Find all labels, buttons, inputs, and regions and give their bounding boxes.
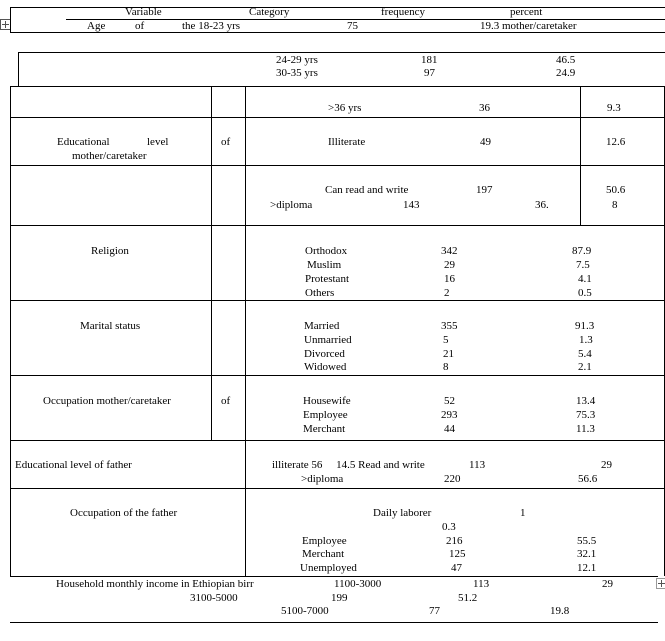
occupation-father-merchant-percent: 32.1 [577,548,597,560]
marital-widowed-frequency: 8 [443,361,449,373]
education-father-line1: illiterate 56 14.5 Read and write [272,459,425,471]
religion-orthodox-percent: 87.9 [572,245,592,257]
age-36-frequency: 36 [479,102,490,114]
education-mother-label-b: level [147,136,169,148]
education-mother-illiterate-percent: 12.6 [606,136,626,148]
occupation-mother-employee: Employee [303,409,348,421]
education-mother-diploma: >diploma [270,199,313,211]
education-father-label: Educational level of father [15,459,132,471]
religion-muslim: Muslim [307,259,342,271]
age-30-35-frequency: 97 [424,67,435,79]
age-18-23-percent: 19.3 mother/caretaker [480,20,577,32]
marital-widowed: Widowed [304,361,347,373]
occupation-father-merchant: Merchant [302,548,345,560]
education-father-read-write-frequency: 113 [469,459,486,471]
income-label: Household monthly income in Ethiopian birr [56,578,254,590]
header-variable: Variable [125,6,162,18]
occupation-father-employee-frequency: 216 [446,535,463,547]
occupation-father-unemployed-frequency: 47 [451,562,462,574]
occupation-father-daily-percent: 0.3 [442,521,456,533]
occupation-father-label: Occupation of the father [70,507,178,519]
education-mother-read-write: Can read and write [325,184,409,196]
occupation-father-merchant-frequency: 125 [449,548,466,560]
header-frequency: frequency [381,6,425,18]
occupation-mother-merchant-percent: 11.3 [576,423,595,435]
religion-others: Others [305,287,335,299]
education-mother-read-write-frequency: 197 [476,184,493,196]
education-mother-diploma-frequency: 143 [403,199,420,211]
occupation-father-employee-percent: 55.5 [577,535,597,547]
marital-unmarried-frequency: 5 [443,334,449,346]
age-label: Age [87,20,106,32]
religion-others-frequency: 2 [444,287,450,299]
occupation-father-unemployed: Unemployed [300,562,357,574]
education-father-diploma-frequency: 220 [444,473,461,485]
marital-widowed-percent: 2.1 [578,361,592,373]
header-percent: percent [510,6,543,18]
income-5100-7000-frequency: 77 [429,605,440,617]
occupation-father-daily: Daily laborer [373,507,432,519]
occupation-father-unemployed-percent: 12.1 [577,562,597,574]
education-mother-illiterate: Illiterate [328,136,366,148]
income-5100-7000: 5100-7000 [281,605,329,617]
age-category-36: >36 yrs [328,102,362,114]
age-category-24-29: 24-29 yrs [276,54,318,66]
income-3100-5000: 3100-5000 [190,592,238,604]
occupation-mother-housewife-frequency: 52 [444,395,455,407]
occupation-mother-merchant: Merchant [303,423,346,435]
header-category: Category [249,6,290,18]
income-5100-7000-percent: 19.8 [550,605,570,617]
occupation-mother-merchant-frequency: 44 [444,423,455,435]
education-father-diploma: >diploma [301,473,344,485]
occupation-mother-employee-percent: 75.3 [576,409,596,421]
religion-orthodox-frequency: 342 [441,245,458,257]
education-father-read-write-percent: 29 [601,459,612,471]
religion-protestant-percent: 4.1 [578,273,592,285]
age-label-of: of [135,20,145,32]
income-3100-5000-percent: 51.2 [458,592,478,604]
marital-married-frequency: 355 [441,320,458,332]
occupation-mother-of: of [221,395,231,407]
religion-muslim-percent: 7.5 [576,259,590,271]
income-3100-5000-frequency: 199 [331,592,348,604]
income-1100-3000-percent: 29 [602,578,613,590]
education-mother-label-a: Educational [57,136,110,148]
age-24-29-frequency: 181 [421,54,438,66]
religion-protestant: Protestant [305,273,349,285]
age-30-35-percent: 24.9 [556,67,576,79]
education-mother-illiterate-frequency: 49 [480,136,491,148]
occupation-father-employee: Employee [302,535,347,547]
income-1100-3000-frequency: 113 [473,578,490,590]
occupation-mother-employee-frequency: 293 [441,409,458,421]
marital-married-percent: 91.3 [575,320,595,332]
age-24-29-percent: 46.5 [556,54,576,66]
religion-others-percent: 0.5 [578,287,592,299]
marital-married: Married [304,320,340,332]
age-18-23-frequency: 75 [347,20,358,32]
age-category-30-35: 30-35 yrs [276,67,318,79]
marital-unmarried: Unmarried [304,334,352,346]
age-category-18-23: the 18-23 yrs [182,20,241,32]
occupation-father-daily-frequency: 1 [520,507,526,519]
religion-orthodox: Orthodox [305,245,348,257]
marital-label: Marital status [80,320,141,332]
marital-divorced-percent: 5.4 [578,348,592,360]
age-36-percent: 9.3 [607,102,621,114]
marital-unmarried-percent: 1.3 [579,334,593,346]
education-father-diploma-percent: 56.6 [578,473,598,485]
occupation-mother-housewife-percent: 13.4 [576,395,596,407]
religion-muslim-frequency: 29 [444,259,455,271]
religion-label: Religion [91,245,129,257]
education-mother-read-write-percent: 50.6 [606,184,626,196]
education-mother-label-c: mother/caretaker [72,150,147,162]
education-mother-of: of [221,136,231,148]
table-resize-handle-icon[interactable] [656,578,665,589]
income-1100-3000: 1100-3000 [334,578,382,590]
occupation-mother-label: Occupation mother/caretaker [43,395,171,407]
marital-divorced: Divorced [304,348,345,360]
education-mother-diploma-percent-a: 36. [535,199,549,211]
religion-protestant-frequency: 16 [444,273,455,285]
occupation-mother-housewife: Housewife [303,395,351,407]
education-mother-diploma-percent-b: 8 [612,199,618,211]
marital-divorced-frequency: 21 [443,348,454,360]
